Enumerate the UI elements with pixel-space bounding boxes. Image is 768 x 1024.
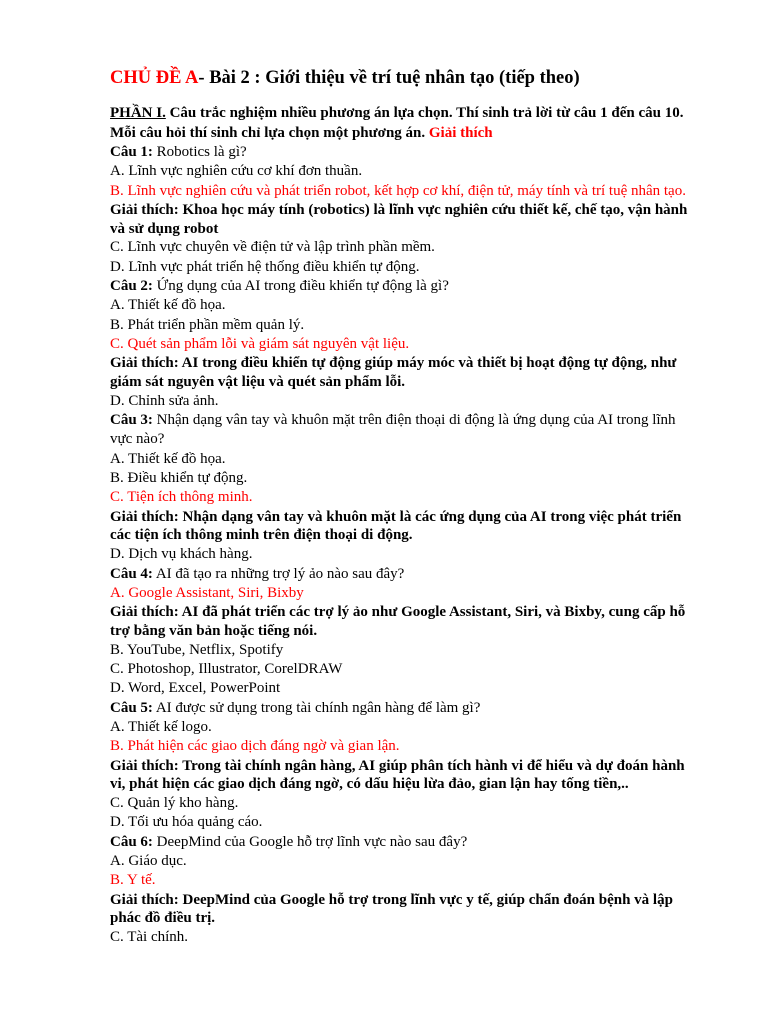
option: A. Thiết kế đồ họa.	[110, 297, 226, 314]
option: C. Tài chính.	[110, 929, 189, 946]
section-text: Câu trắc nghiệm nhiều phương án lựa chọn. Thí sinh trả lời từ câu 1 đến câu 10. Mỗi câu hỏi thí sinh chỉ lựa chọn một phương án.	[110, 105, 684, 141]
option: C. Lĩnh vực chuyên về điện tử và lập trình phần mềm.	[110, 239, 435, 256]
option: A. Thiết kế logo.	[110, 718, 212, 735]
option: A. Thiết kế đồ họa.	[110, 450, 226, 467]
explanation: Giải thích: DeepMind của Google hỗ trợ trong lĩnh vực y tế, giúp chẩn đoán bệnh và lập phác đồ điều trị.	[110, 891, 673, 927]
correct-option: C. Tiện ích thông minh.	[110, 489, 253, 506]
section-highlight: Giải thích	[428, 125, 493, 141]
option: D. Chỉnh sửa ảnh.	[110, 392, 219, 409]
correct-option: B. Y tế.	[110, 872, 156, 889]
explanation: Giải thích: Nhận dạng vân tay và khuôn mặt là các ứng dụng của AI trong việc phát triển các tiện ích thông minh trên điện thoại di động.	[110, 508, 682, 544]
question-text: AI đã tạo ra những trợ lý ảo nào sau đây?	[152, 565, 405, 582]
question-label: Câu 6:	[110, 833, 153, 850]
option: A. Giáo dục.	[110, 852, 187, 869]
question-2	[110, 277, 688, 296]
option: C. Photoshop, Illustrator, CorelDRAW	[110, 661, 343, 678]
question-text: AI được sử dụng trong tài chính ngân hàng để làm gì?	[152, 699, 481, 716]
question-label: Câu 5:	[110, 699, 153, 716]
section-instructions	[110, 103, 688, 143]
section-label: PHẦN I.	[110, 105, 166, 121]
explanation: Giải thích: Trong tài chính ngân hàng, AI giúp phân tích hành vi để hiểu và dự đoán hành vi, phát hiện các giao dịch đáng ngờ, có dấu hiệu lừa đảo, gian lận hay tống tiền,..	[110, 757, 685, 793]
explanation: Giải thích: AI đã phát triển các trợ lý ảo như Google Assistant, Siri, và Bixby, cung cấp hỗ trợ bằng văn bản hoặc tiếng nói.	[110, 604, 686, 639]
option: B. Điều khiển tự động.	[110, 470, 248, 487]
question-4	[110, 565, 688, 584]
page-title	[110, 66, 688, 90]
option: D. Word, Excel, PowerPoint	[110, 680, 281, 697]
question-label: Câu 4:	[110, 565, 153, 582]
question-label: Câu 1:	[110, 144, 153, 160]
option: D. Tối ưu hóa quảng cáo.	[110, 814, 263, 831]
question-3	[110, 411, 688, 450]
option: C. Quản lý kho hàng.	[110, 795, 239, 812]
correct-option: A. Google Assistant, Siri, Bixby	[110, 584, 304, 601]
option: D. Lĩnh vực phát triển hệ thống điều khiển tự động.	[110, 258, 420, 275]
question-label: Câu 3:	[110, 412, 153, 429]
explanation: Giải thích: Khoa học máy tính (robotics) là lĩnh vực nghiên cứu thiết kế, chế tạo, vận hành và sử dụng robot	[110, 201, 688, 237]
question-text: Robotics là gì?	[152, 144, 247, 160]
question-6	[110, 833, 688, 852]
option: A. Lĩnh vực nghiên cứu cơ khí đơn thuần.	[110, 163, 363, 180]
title-lesson: - Bài 2 : Giới thiệu về trí tuệ nhân tạo (tiếp theo)	[198, 68, 580, 88]
question-5	[110, 699, 688, 718]
title-topic: CHỦ ĐỀ A	[110, 68, 199, 88]
correct-option: C. Quét sản phẩm lỗi và giám sát nguyên vật liệu.	[110, 335, 410, 352]
correct-option: B. Phát hiện các giao dịch đáng ngờ và gian lận.	[110, 738, 400, 755]
explanation: Giải thích: AI trong điều khiển tự động giúp máy móc và thiết bị hoạt động tự động, như giám sát nguyên vật liệu và quét sản phẩm lỗi.	[110, 355, 677, 391]
question-text: Ứng dụng của AI trong điều khiển tự động là gì?	[152, 278, 449, 295]
question-text: Nhận dạng vân tay và khuôn mặt trên điện thoại di động là ứng dụng của AI trong lĩnh vực nào?	[110, 412, 676, 448]
question-label: Câu 2:	[110, 278, 153, 295]
question-1	[110, 143, 688, 162]
option: B. YouTube, Netflix, Spotify	[110, 641, 284, 658]
option: D. Dịch vụ khách hàng.	[110, 546, 253, 563]
question-text: DeepMind của Google hỗ trợ lĩnh vực nào sau đây?	[152, 833, 468, 850]
correct-option: B. Lĩnh vực nghiên cứu và phát triển robot, kết hợp cơ khí, điện tử, máy tính và trí tuệ nhân tạo.	[110, 182, 686, 199]
option: B. Phát triển phần mềm quản lý.	[110, 316, 305, 333]
